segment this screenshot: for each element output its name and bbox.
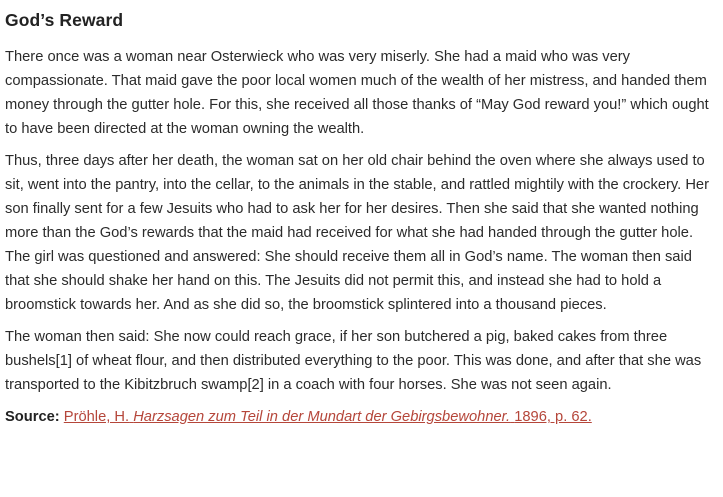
article-title: God’s Reward xyxy=(5,10,124,30)
paragraph-3: The woman then said: She now could reach grace, if her son butchered a pig, baked cakes from three bushels[1] of wheat flour, and then distributed everything to the poor. This was done, and after that she was transported to the Kibitzbruch swamp[2] in a coach with four horses. She was not seen again. xyxy=(5,329,702,393)
source-label: Source: xyxy=(5,409,60,425)
paragraph-2: Thus, three days after her death, the woman sat on her old chair behind the oven where she always used to sit, went into the pantry, into the cellar, to the animals in the stable, and rattled mightily with the crockery. Her son finally sent for a few Jesuits who had to ask her for her desires. Then she said that she wanted nothing more than the God’s rewards that the maid had received for what she had handed through the gutter hole. The girl was questioned and answered: She should receive them all in God’s name. The woman then said that she should shake her hand on this. The Jesuits did not permit this, and instead she had to hold a broomstick towards her. And as she did so, the broomstick splintered into a thousand pieces. xyxy=(5,153,709,313)
source-details: 1896, p. 62. xyxy=(514,409,592,425)
source-author: Pröhle, H. xyxy=(63,409,130,425)
paragraph-1: There once was a woman near Osterwieck who was very miserly. She had a maid who was very compassionate. That maid gave the poor local women much of the wealth of her mistress, and handed them money through the gutter hole. For this, she received all those thanks of “May God reward you!” which ought to have been directed at the woman owning the wealth. xyxy=(5,49,709,137)
source-work: Harzsagen zum Teil in der Mundart der Gebirgsbewohner. xyxy=(133,409,511,425)
source-line xyxy=(5,405,715,429)
source-link[interactable] xyxy=(64,409,592,425)
